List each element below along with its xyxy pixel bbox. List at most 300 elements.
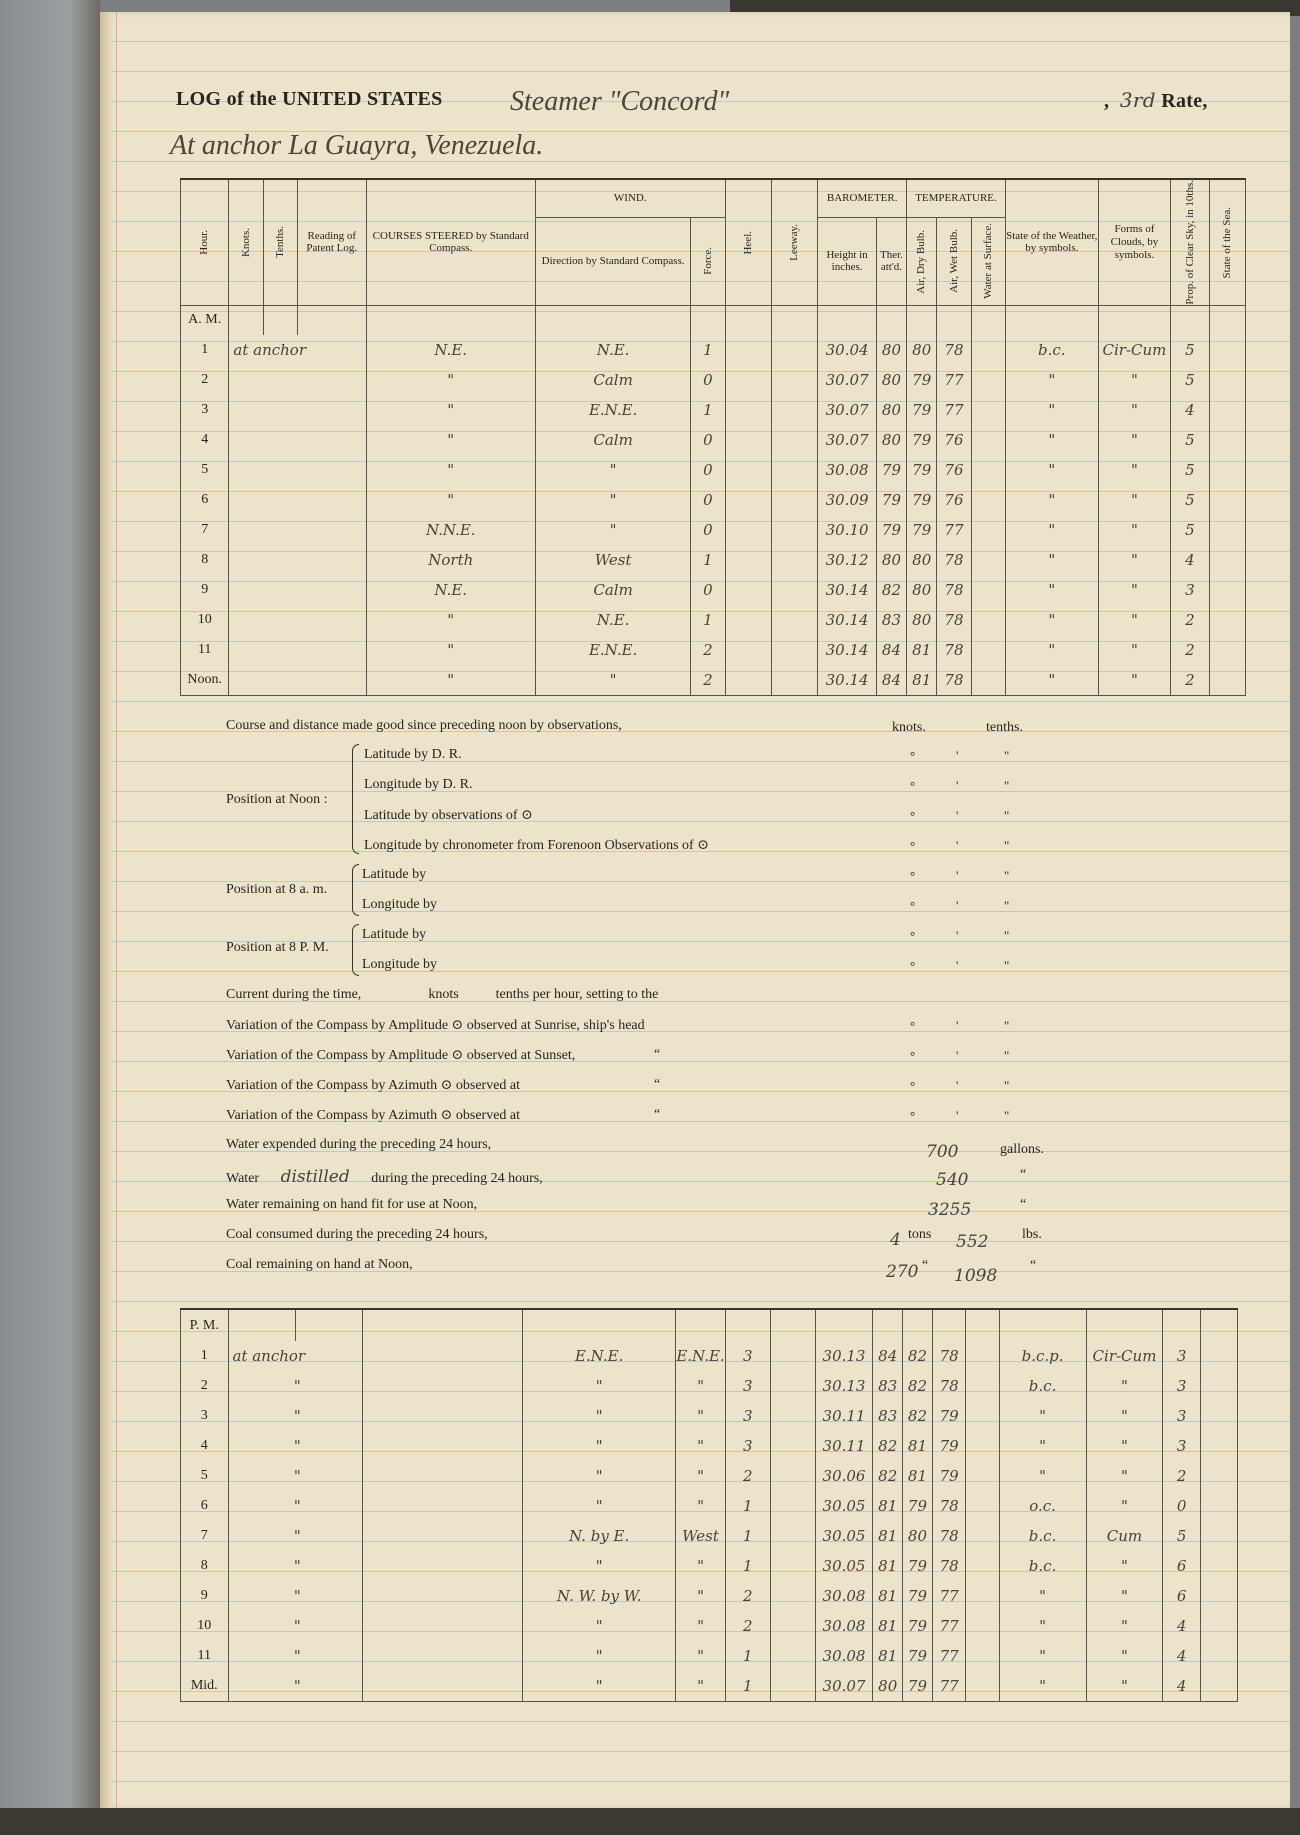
- clouds-cell: ": [1086, 1431, 1163, 1461]
- water-word: Water: [226, 1171, 260, 1186]
- hour-cell: 11: [181, 1641, 229, 1671]
- barometer-ther-cell: 84: [876, 665, 906, 695]
- dry-bulb-cell: 82: [903, 1401, 933, 1431]
- barometer-ther-cell: 81: [873, 1521, 903, 1551]
- knots-cell: [229, 365, 366, 395]
- knots-cell: [229, 455, 366, 485]
- lon-chron: Longitude by chronometer from Forenoon Observations of ⊙: [364, 838, 709, 853]
- wind-direction-cell: ": [676, 1611, 725, 1641]
- col-sky: Prop. of Clear Sky, in 10ths.: [1183, 180, 1196, 305]
- table-row: [181, 485, 1246, 515]
- wind-direction-cell: ": [676, 1641, 725, 1671]
- dry-bulb-cell: 79: [903, 1551, 933, 1581]
- lon-8am: Longitude by: [362, 897, 438, 912]
- col-heel: Heel.: [741, 230, 754, 255]
- water-remaining-value: 3255: [928, 1200, 972, 1220]
- knots-cell: ": [228, 1611, 363, 1641]
- wet-bulb-cell: 79: [932, 1461, 966, 1491]
- heel-cell: [725, 605, 771, 635]
- table-row: [181, 1431, 1238, 1461]
- current-a: Current during the time,: [226, 987, 362, 1002]
- heel-cell: [770, 1491, 815, 1521]
- sec-mark: ": [1004, 1108, 1010, 1123]
- position-noon-label: Position at Noon :: [226, 792, 328, 807]
- sea-cell: [1209, 455, 1245, 485]
- min-mark: ': [956, 1048, 959, 1063]
- clouds-cell: Cum: [1086, 1521, 1163, 1551]
- sea-cell: [1200, 1371, 1237, 1401]
- current-c: tenths per hour, setting to the: [495, 987, 659, 1002]
- weather-cell: b.c.: [999, 1551, 1086, 1581]
- wind-force-cell: 3: [725, 1431, 770, 1461]
- sea-cell: [1200, 1671, 1237, 1701]
- dry-bulb-cell: 79: [907, 425, 937, 455]
- dry-bulb-cell: 82: [903, 1341, 933, 1371]
- hour-cell: 3: [181, 395, 229, 425]
- wind-direction-cell: ": [676, 1551, 725, 1581]
- water-remaining: Water remaining on hand fit for use at Noon,: [226, 1197, 478, 1212]
- clouds-cell: ": [1098, 665, 1171, 695]
- clouds-cell: ": [1098, 575, 1171, 605]
- dry-bulb-cell: 79: [907, 455, 937, 485]
- water-temp-cell: [966, 1341, 999, 1371]
- dry-bulb-cell: 79: [907, 395, 937, 425]
- wet-bulb-cell: 77: [932, 1581, 966, 1611]
- barometer-ther-cell: 80: [876, 425, 906, 455]
- table-row: [181, 1641, 1238, 1671]
- water-temp-cell: [971, 365, 1005, 395]
- table-row: [181, 515, 1246, 545]
- dry-bulb-cell: 82: [903, 1371, 933, 1401]
- table-row: [181, 605, 1246, 635]
- clouds-cell: Cir-Cum: [1098, 335, 1171, 365]
- weather-cell: ": [1005, 545, 1098, 575]
- weather-cell: ": [1005, 635, 1098, 665]
- clear-sky-cell: 5: [1171, 455, 1209, 485]
- wind-direction-cell: ": [676, 1431, 725, 1461]
- barometer-height-cell: 30.08: [815, 1611, 873, 1641]
- deg-mark: °: [910, 928, 916, 943]
- wet-bulb-cell: 77: [932, 1671, 966, 1701]
- clouds-cell: ": [1098, 365, 1171, 395]
- clouds-cell: ": [1098, 455, 1171, 485]
- table-row: [181, 455, 1246, 485]
- barometer-ther-cell: 80: [873, 1671, 903, 1701]
- lbs-label: lbs.: [1022, 1227, 1042, 1242]
- patent-log-cell: [363, 1671, 523, 1701]
- sea-cell: [1209, 605, 1245, 635]
- wind-direction-cell: E.N.E.: [535, 635, 690, 665]
- clouds-cell: ": [1086, 1581, 1163, 1611]
- pm-label: P. M.: [181, 1309, 229, 1341]
- water-temp-cell: [971, 335, 1005, 365]
- sec-mark: ": [1004, 748, 1010, 763]
- barometer-height-cell: 30.05: [815, 1521, 873, 1551]
- sea-cell: [1200, 1431, 1237, 1461]
- deg-mark: °: [910, 1018, 916, 1033]
- dry-bulb-cell: 79: [903, 1581, 933, 1611]
- heel-cell: [770, 1611, 815, 1641]
- col-ther: Ther. att'd.: [876, 218, 906, 305]
- barometer-ther-cell: 83: [876, 605, 906, 635]
- barometer-ther-cell: 79: [876, 515, 906, 545]
- heel-cell: [770, 1341, 815, 1371]
- wind-direction-cell: ": [676, 1671, 725, 1701]
- sea-cell: [1209, 635, 1245, 665]
- dry-bulb-cell: 80: [903, 1521, 933, 1551]
- sea-cell: [1200, 1491, 1237, 1521]
- water-temp-cell: [971, 635, 1005, 665]
- weather-cell: ": [1005, 485, 1098, 515]
- clouds-cell: ": [1086, 1611, 1163, 1641]
- weather-cell: ": [1005, 425, 1098, 455]
- sea-cell: [1209, 665, 1245, 695]
- dry-bulb-cell: 81: [907, 635, 937, 665]
- course-cell: N. W. by W.: [522, 1581, 675, 1611]
- hour-cell: 3: [181, 1401, 229, 1431]
- ditto-water-1: “: [1020, 1167, 1027, 1182]
- margin-line: [116, 12, 117, 1808]
- weather-cell: ": [999, 1641, 1086, 1671]
- water-temp-cell: [971, 515, 1005, 545]
- water-temp-cell: [971, 485, 1005, 515]
- sea-cell: [1209, 515, 1245, 545]
- course-cell: ": [366, 425, 535, 455]
- barometer-height-cell: 30.04: [818, 335, 876, 365]
- hour-cell: 11: [181, 635, 229, 665]
- knots-cell: ": [228, 1551, 363, 1581]
- water-temp-cell: [966, 1431, 999, 1461]
- sea-cell: [1209, 545, 1245, 575]
- wind-force-cell: 2: [691, 665, 725, 695]
- min-mark: ': [956, 958, 959, 973]
- wind-direction-cell: ": [676, 1401, 725, 1431]
- clear-sky-cell: 0: [1163, 1491, 1200, 1521]
- hour-cell: 6: [181, 485, 229, 515]
- leeway-cell: [771, 545, 817, 575]
- hour-cell: 9: [181, 1581, 229, 1611]
- sea-cell: [1209, 365, 1245, 395]
- barometer-height-cell: 30.13: [815, 1371, 873, 1401]
- heel-cell: [725, 485, 771, 515]
- sea-cell: [1200, 1401, 1237, 1431]
- lat-8pm: Latitude by: [362, 927, 427, 942]
- heel-cell: [725, 335, 771, 365]
- course-distance: Course and distance made good since preceding noon by observations,: [226, 718, 622, 733]
- weather-cell: b.c.: [1005, 335, 1098, 365]
- table-row: [181, 1461, 1238, 1491]
- wet-bulb-cell: 78: [932, 1491, 966, 1521]
- course-cell: ": [366, 635, 535, 665]
- min-mark: ': [956, 1108, 959, 1123]
- deg-mark: °: [910, 898, 916, 913]
- dry-bulb-cell: 80: [907, 575, 937, 605]
- weather-cell: ": [999, 1431, 1086, 1461]
- water-distilled-rest: during the preceding 24 hours,: [371, 1171, 543, 1186]
- clouds-cell: ": [1086, 1491, 1163, 1521]
- col-height: Height in inches.: [818, 218, 876, 305]
- patent-log-cell: [363, 1491, 523, 1521]
- weather-cell: o.c.: [999, 1491, 1086, 1521]
- water-distilled: [226, 1167, 543, 1187]
- barometer-ther-cell: 82: [873, 1431, 903, 1461]
- wet-bulb-cell: 78: [937, 665, 971, 695]
- course-cell: ": [522, 1671, 675, 1701]
- barometer-height-cell: 30.12: [818, 545, 876, 575]
- hour-cell: 1: [181, 335, 229, 365]
- coal-consumed-lbs: 552: [956, 1232, 989, 1252]
- heel-cell: [770, 1401, 815, 1431]
- sea-cell: [1209, 335, 1245, 365]
- knots-cell: [229, 425, 366, 455]
- united-states: UNITED STATES: [282, 88, 443, 110]
- heel-cell: [725, 515, 771, 545]
- hour-cell: 6: [181, 1491, 229, 1521]
- wind-force-cell: 2: [725, 1611, 770, 1641]
- table-row: [181, 635, 1246, 665]
- clouds-cell: ": [1086, 1461, 1163, 1491]
- barometer-height-cell: 30.14: [818, 635, 876, 665]
- min-mark: ': [956, 748, 959, 763]
- coal-remaining-tons: 270: [886, 1262, 919, 1282]
- knots-cell: at anchor: [229, 335, 366, 365]
- log-prefix: LOG of the: [176, 88, 277, 110]
- clouds-cell: ": [1086, 1551, 1163, 1581]
- dry-bulb-cell: 81: [907, 665, 937, 695]
- weather-cell: ": [1005, 455, 1098, 485]
- ditto-water-2: “: [1020, 1197, 1027, 1212]
- heel-cell: [770, 1551, 815, 1581]
- patent-log-cell: [363, 1461, 523, 1491]
- coal-remaining-lbs: 1098: [954, 1266, 998, 1286]
- min-mark: ': [956, 868, 959, 883]
- patent-log-cell: [363, 1521, 523, 1551]
- clouds-cell: ": [1086, 1371, 1163, 1401]
- clear-sky-cell: 3: [1163, 1431, 1200, 1461]
- deg-mark: °: [910, 838, 916, 853]
- wet-bulb-cell: 76: [937, 425, 971, 455]
- wet-bulb-cell: 78: [932, 1521, 966, 1551]
- table-row: [181, 425, 1246, 455]
- wind-direction-cell: ": [676, 1461, 725, 1491]
- knots-cell: [229, 545, 366, 575]
- clear-sky-cell: 4: [1171, 395, 1209, 425]
- water-temp-cell: [966, 1401, 999, 1431]
- dry-bulb-cell: 79: [907, 515, 937, 545]
- leeway-cell: [771, 665, 817, 695]
- clouds-cell: ": [1098, 605, 1171, 635]
- clear-sky-cell: 6: [1163, 1551, 1200, 1581]
- lat-dr: Latitude by D. R.: [364, 747, 462, 762]
- weather-cell: ": [1005, 365, 1098, 395]
- wind-force-cell: 1: [725, 1491, 770, 1521]
- water-expended-value: 700: [926, 1142, 959, 1162]
- table-row: [181, 1611, 1238, 1641]
- table-row: [181, 545, 1246, 575]
- barometer-height-cell: 30.07: [818, 365, 876, 395]
- course-cell: ": [366, 605, 535, 635]
- coal-consumed: Coal consumed during the preceding 24 hours,: [226, 1227, 488, 1242]
- weather-cell: ": [1005, 575, 1098, 605]
- col-hour: Hour.: [198, 229, 211, 255]
- knots-cell: [229, 395, 366, 425]
- table-row: [181, 395, 1246, 425]
- course-cell: ": [522, 1641, 675, 1671]
- weather-cell: ": [1005, 395, 1098, 425]
- clouds-cell: ": [1086, 1671, 1163, 1701]
- barometer-height-cell: 30.11: [815, 1431, 873, 1461]
- barometer-height-cell: 30.05: [815, 1551, 873, 1581]
- knots-cell: [229, 635, 366, 665]
- tenths-label: tenths.: [986, 720, 1023, 735]
- clouds-cell: ": [1098, 485, 1171, 515]
- wind-force-cell: 1: [725, 1551, 770, 1581]
- water-temp-cell: [966, 1491, 999, 1521]
- sea-cell: [1200, 1341, 1237, 1371]
- heel-cell: [725, 545, 771, 575]
- col-knots: Knots.: [239, 227, 252, 257]
- col-temperature: TEMPERATURE.: [907, 179, 1006, 218]
- knots-cell: at anchor: [228, 1341, 363, 1371]
- deg-mark: °: [910, 1078, 916, 1093]
- water-temp-cell: [971, 425, 1005, 455]
- course-cell: E.N.E.: [522, 1341, 675, 1371]
- table-row: [181, 665, 1246, 695]
- patent-log-cell: [363, 1401, 523, 1431]
- leeway-cell: [771, 635, 817, 665]
- clear-sky-cell: 3: [1163, 1401, 1200, 1431]
- dry-bulb-cell: 80: [907, 605, 937, 635]
- leeway-cell: [771, 395, 817, 425]
- course-cell: ": [366, 365, 535, 395]
- water-temp-cell: [966, 1581, 999, 1611]
- weather-cell: ": [1005, 515, 1098, 545]
- dry-bulb-cell: 79: [903, 1491, 933, 1521]
- sec-mark: ": [1004, 958, 1010, 973]
- wind-direction-cell: ": [676, 1371, 725, 1401]
- water-temp-cell: [966, 1671, 999, 1701]
- table-row: [181, 1371, 1238, 1401]
- wind-force-cell: 3: [725, 1371, 770, 1401]
- sec-mark: ": [1004, 928, 1010, 943]
- hour-cell: 8: [181, 545, 229, 575]
- weather-cell: ": [999, 1401, 1086, 1431]
- sea-cell: [1209, 395, 1245, 425]
- clouds-cell: ": [1098, 395, 1171, 425]
- wet-bulb-cell: 77: [937, 515, 971, 545]
- wet-bulb-cell: 79: [932, 1431, 966, 1461]
- wind-force-cell: 0: [691, 425, 725, 455]
- wind-direction-cell: N.E.: [535, 335, 690, 365]
- water-temp-cell: [971, 575, 1005, 605]
- hour-cell: 7: [181, 515, 229, 545]
- rate: , 3rd Rate,: [1104, 88, 1208, 112]
- barometer-ther-cell: 81: [873, 1491, 903, 1521]
- knots-cell: [229, 485, 366, 515]
- clouds-cell: ": [1086, 1401, 1163, 1431]
- sec-mark: ": [1004, 868, 1010, 883]
- col-wet: Air, Wet Bulb.: [947, 229, 960, 294]
- wind-force-cell: 1: [691, 335, 725, 365]
- ditto-coal-2: “: [1030, 1258, 1037, 1273]
- water-temp-cell: [966, 1611, 999, 1641]
- col-courses: COURSES STEERED by Standard Compass.: [366, 179, 535, 305]
- wind-direction-cell: Calm: [535, 425, 690, 455]
- weather-cell: ": [999, 1611, 1086, 1641]
- barometer-ther-cell: 81: [873, 1551, 903, 1581]
- heel-cell: [725, 365, 771, 395]
- clear-sky-cell: 5: [1171, 515, 1209, 545]
- wind-direction-cell: ": [676, 1491, 725, 1521]
- knots-cell: [229, 575, 366, 605]
- book-binding: [0, 0, 100, 1835]
- coal-consumed-tons: 4: [890, 1230, 901, 1250]
- current-b: knots: [428, 987, 459, 1002]
- course-cell: ": [522, 1551, 675, 1581]
- sec-mark: ": [1004, 838, 1010, 853]
- clear-sky-cell: 4: [1163, 1641, 1200, 1671]
- wet-bulb-cell: 77: [932, 1611, 966, 1641]
- min-mark: ': [956, 838, 959, 853]
- sea-cell: [1209, 485, 1245, 515]
- barometer-ther-cell: 82: [873, 1461, 903, 1491]
- barometer-ther-cell: 79: [876, 455, 906, 485]
- course-cell: ": [366, 665, 535, 695]
- barometer-ther-cell: 81: [873, 1581, 903, 1611]
- weather-cell: ": [1005, 665, 1098, 695]
- barometer-height-cell: 30.07: [818, 425, 876, 455]
- barometer-ther-cell: 82: [876, 575, 906, 605]
- knots-cell: ": [228, 1521, 363, 1551]
- clear-sky-cell: 5: [1171, 485, 1209, 515]
- course-cell: N.N.E.: [366, 515, 535, 545]
- wet-bulb-cell: 77: [932, 1641, 966, 1671]
- var-azi-2: Variation of the Compass by Azimuth ⊙ observed at: [226, 1108, 521, 1123]
- wind-direction-cell: ": [676, 1581, 725, 1611]
- clouds-cell: ": [1098, 425, 1171, 455]
- course-cell: ": [366, 455, 535, 485]
- var-amp-sunrise: Variation of the Compass by Amplitude ⊙ observed at Sunrise, ship's head: [226, 1018, 645, 1033]
- water-temp-cell: [971, 605, 1005, 635]
- dry-bulb-cell: 79: [907, 485, 937, 515]
- am-label: A. M.: [181, 305, 229, 335]
- dry-bulb-cell: 80: [907, 545, 937, 575]
- wind-force-cell: 1: [691, 605, 725, 635]
- heel-cell: [725, 635, 771, 665]
- patent-log-cell: [363, 1551, 523, 1581]
- sea-cell: [1209, 575, 1245, 605]
- heel-cell: [725, 575, 771, 605]
- weather-cell: ": [999, 1671, 1086, 1701]
- deg-mark: °: [910, 1108, 916, 1123]
- leeway-cell: [771, 515, 817, 545]
- leeway-cell: [771, 455, 817, 485]
- course-cell: ": [522, 1461, 675, 1491]
- table-row: [181, 1551, 1238, 1581]
- barometer-height-cell: 30.05: [815, 1491, 873, 1521]
- knots-cell: [229, 515, 366, 545]
- patent-log-cell: [363, 1371, 523, 1401]
- wet-bulb-cell: 77: [937, 365, 971, 395]
- barometer-ther-cell: 79: [876, 485, 906, 515]
- deg-mark: °: [910, 958, 916, 973]
- current-label: [226, 987, 658, 1003]
- dry-bulb-cell: 81: [903, 1461, 933, 1491]
- water-temp-cell: [966, 1641, 999, 1671]
- col-force: Force.: [701, 247, 714, 276]
- sec-mark: ": [1004, 808, 1010, 823]
- clear-sky-cell: 4: [1163, 1611, 1200, 1641]
